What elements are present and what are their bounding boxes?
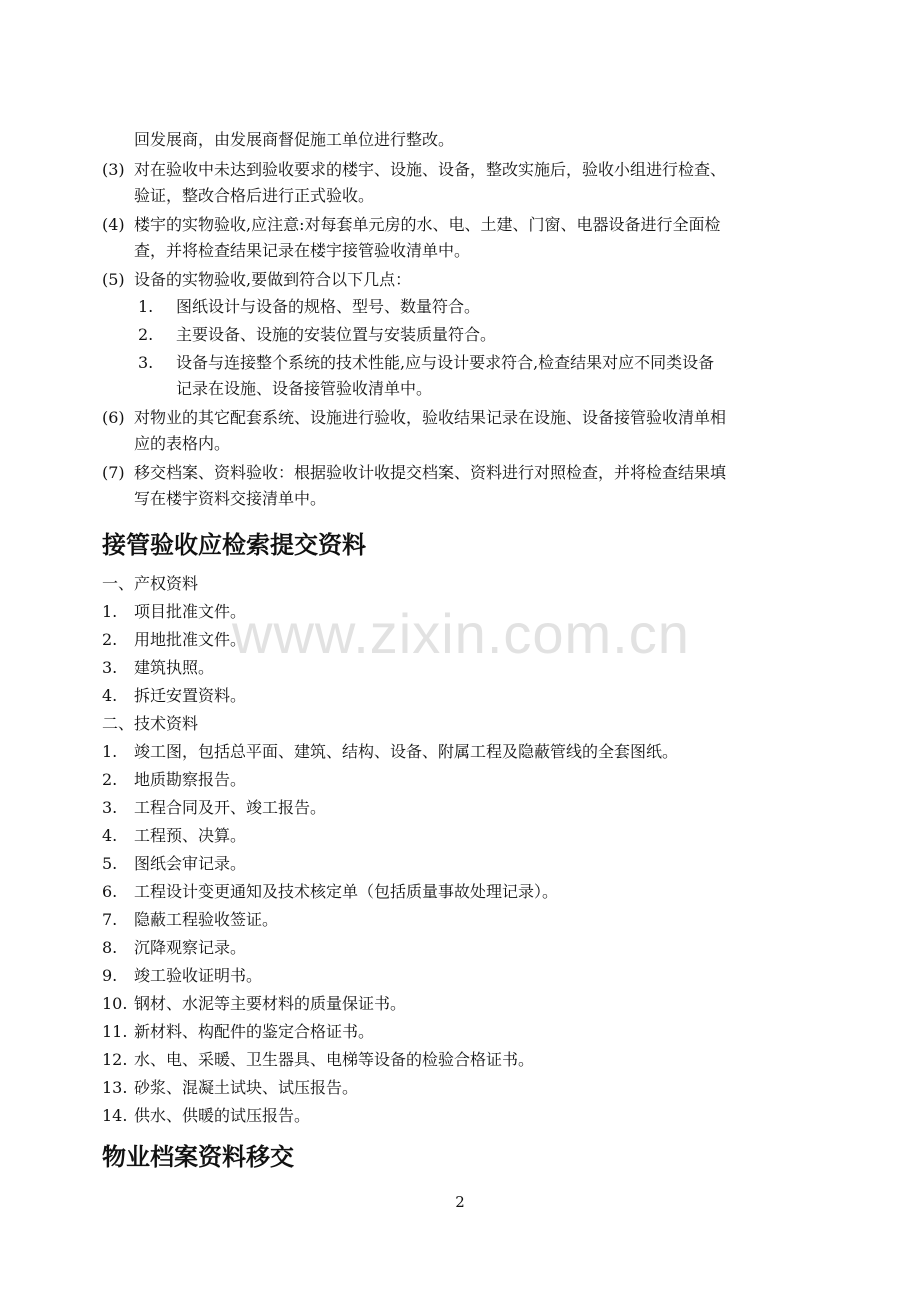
item-text-line: 验证，整改合格后进行正式验收。 (134, 186, 375, 205)
list-item-number: 8. (102, 938, 118, 957)
list-item-number: 5. (102, 854, 118, 873)
list-item-number: 14. (102, 1106, 128, 1125)
list-item-text: 供水、供暖的试压报告。 (134, 1106, 311, 1125)
watermark: www.zixin.com.cn (232, 602, 690, 665)
section-heading: 接管验收应检索提交资料 (102, 531, 366, 559)
item-number: (4) (102, 215, 125, 234)
sub-item-text-line: 主要设备、设施的安装位置与安装质量符合。 (176, 325, 497, 344)
sub-item-number: 1. (138, 297, 154, 316)
section-heading: 物业档案资料移交 (102, 1143, 294, 1171)
list-item-number: 11. (102, 1022, 128, 1041)
list-item-text: 砂浆、混凝土试块、试压报告。 (134, 1078, 359, 1097)
list-item-number: 1. (102, 602, 118, 621)
list-item-number: 6. (102, 882, 118, 901)
list-item-number: 10. (102, 994, 128, 1013)
list-item-text: 建筑执照。 (134, 658, 215, 677)
group-title: 二、技术资料 (102, 714, 199, 733)
sub-item-number: 3. (138, 353, 154, 372)
continuation-line: 回发展商，由发展商督促施工单位进行整改。 (134, 130, 455, 149)
list-item-text: 沉降观察记录。 (134, 938, 247, 957)
item-text-line: 应的表格内。 (134, 434, 231, 453)
item-text-line: 对在验收中未达到验收要求的楼宇、设施、设备，整改实施后，验收小组进行检查、 (134, 160, 727, 179)
list-item-text: 新材料、构配件的鉴定合格证书。 (134, 1022, 375, 1041)
item-number: (6) (102, 408, 125, 427)
list-item-text: 图纸会审记录。 (134, 854, 247, 873)
list-item-text: 竣工图，包括总平面、建筑、结构、设备、附属工程及隐蔽管线的全套图纸。 (134, 742, 679, 761)
item-text-line: 移交档案、资料验收：根据验收计收提交档案、资料进行对照检查，并将检查结果填 (134, 463, 727, 482)
list-item-text: 拆迁安置资料。 (134, 686, 247, 705)
list-item-text: 工程预、决算。 (134, 826, 247, 845)
item-text-line: 写在楼宇资料交接清单中。 (134, 489, 327, 508)
list-item-number: 3. (102, 798, 118, 817)
sub-item-number: 2. (138, 325, 154, 344)
list-item-text: 隐蔽工程验收签证。 (134, 910, 279, 929)
list-item-number: 3. (102, 658, 118, 677)
list-item-text: 地质勘察报告。 (134, 770, 247, 789)
item-number: (7) (102, 463, 125, 482)
item-text-line: 查，并将检查结果记录在楼宇接管验收清单中。 (134, 241, 471, 260)
sub-item-text-line: 设备与连接整个系统的技术性能,应与设计要求符合,检查结果对应不同类设备 (176, 353, 715, 372)
list-item-number: 2. (102, 770, 118, 789)
list-item-number: 12. (102, 1050, 128, 1069)
list-item-number: 4. (102, 686, 118, 705)
list-item-number: 9. (102, 966, 118, 985)
item-text-line: 楼宇的实物验收,应注意:对每套单元房的水、电、土建、门窗、电器设备进行全面检 (134, 215, 721, 234)
item-text-line: 对物业的其它配套系统、设施进行验收，验收结果记录在设施、设备接管验收清单相 (134, 408, 727, 427)
list-item-number: 4. (102, 826, 118, 845)
list-item-number: 7. (102, 910, 118, 929)
group-title: 一、产权资料 (102, 574, 199, 593)
list-item-number: 1. (102, 742, 118, 761)
sub-item-text-line: 图纸设计与设备的规格、型号、数量符合。 (176, 297, 481, 316)
list-item-text: 工程设计变更通知及技术核定单（包括质量事故处理记录）。 (134, 882, 559, 901)
item-text-line: 设备的实物验收,要做到符合以下几点： (134, 270, 412, 289)
sub-item-text-line: 记录在设施、设备接管验收清单中。 (176, 379, 433, 398)
list-item-text: 水、电、采暖、卫生器具、电梯等设备的检验合格证书。 (134, 1050, 535, 1069)
page-number: 2 (455, 1193, 465, 1211)
list-item-text: 竣工验收证明书。 (134, 966, 263, 985)
item-number: (5) (102, 270, 125, 289)
list-item-text: 项目批准文件。 (134, 602, 247, 621)
list-item-text: 钢材、水泥等主要材料的质量保证书。 (134, 994, 407, 1013)
list-item-text: 工程合同及开、竣工报告。 (134, 798, 327, 817)
list-item-number: 2. (102, 630, 118, 649)
list-item-text: 用地批准文件。 (134, 630, 247, 649)
item-number: (3) (102, 160, 125, 179)
list-item-number: 13. (102, 1078, 128, 1097)
